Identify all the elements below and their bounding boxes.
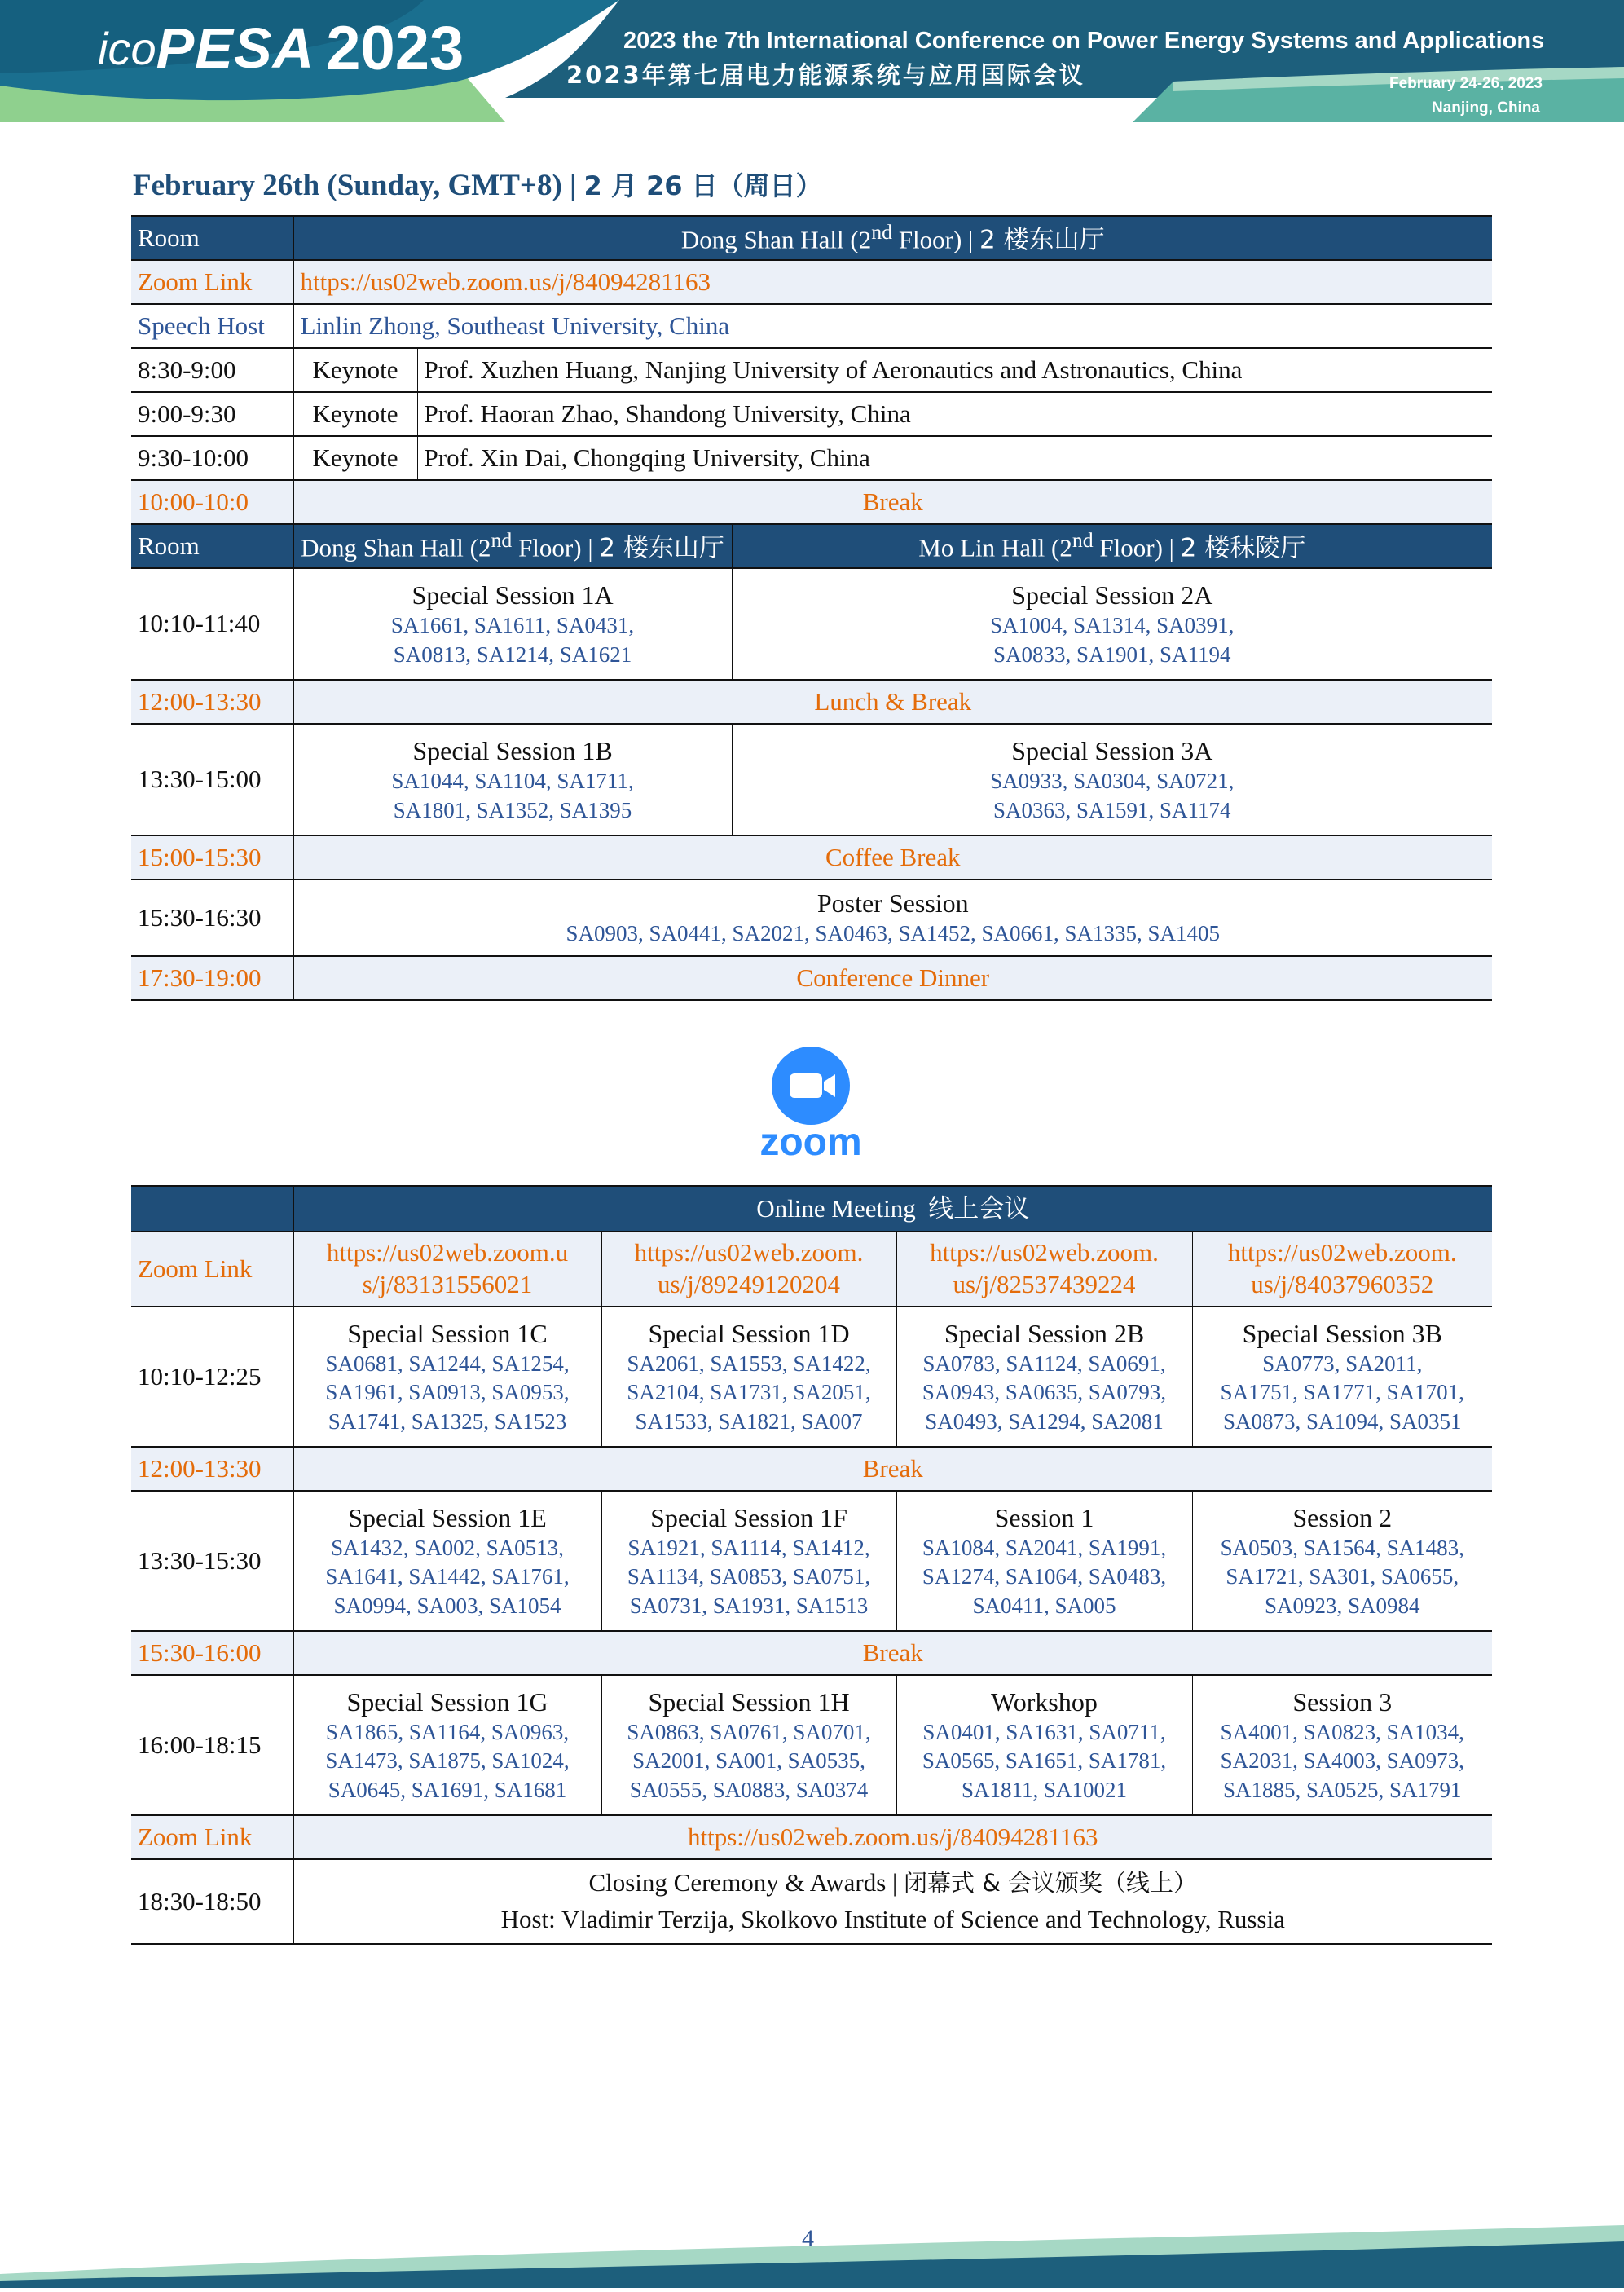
coffee-break-label: Coffee Break bbox=[293, 835, 1492, 879]
online-zoom-links-row bbox=[131, 1232, 1492, 1307]
session-cell bbox=[896, 1675, 1192, 1815]
room-b-sup: nd bbox=[1072, 528, 1094, 553]
room-main bbox=[293, 216, 1492, 260]
logo-name: PESA bbox=[156, 16, 315, 80]
session-title: Special Session 1E bbox=[348, 1502, 547, 1532]
lunch-label: Lunch & Break bbox=[293, 680, 1492, 724]
room-main-pre: Dong Shan Hall (2 bbox=[680, 225, 872, 254]
session-codes: SA0401, SA1631, SA0711, bbox=[922, 1719, 1166, 1744]
zoom-link[interactable]: https://us02web.zoom.us/j/84094281163 bbox=[293, 1815, 1492, 1859]
slot-time: 13:30-15:30 bbox=[131, 1491, 293, 1631]
lunch-row bbox=[131, 680, 1492, 724]
session-title: Special Session 1D bbox=[648, 1318, 850, 1348]
session-title: Session 1 bbox=[994, 1502, 1094, 1532]
session-title: Special Session 3B bbox=[1242, 1318, 1442, 1348]
slot-time: 10:10-12:25 bbox=[131, 1307, 293, 1447]
session-codes: SA1134, SA0853, SA0751, bbox=[627, 1564, 871, 1589]
closing-ceremony-row bbox=[131, 1859, 1492, 1944]
closing-host: Host: Vladimir Terzija, Skolkovo Institute of Science and Technology, Russia bbox=[500, 1905, 1285, 1933]
poster-session-row bbox=[131, 879, 1492, 956]
zoom-link[interactable] bbox=[601, 1232, 896, 1307]
break-label: Break bbox=[293, 1447, 1492, 1491]
room-b bbox=[732, 524, 1492, 568]
session-codes: SA1801, SA1352, SA1395 bbox=[393, 797, 632, 822]
session-codes: SA1661, SA1611, SA0431, bbox=[390, 612, 635, 637]
session-codes: SA0833, SA1901, SA1194 bbox=[992, 641, 1231, 667]
break-time: 15:30-16:00 bbox=[131, 1631, 293, 1675]
dinner-label: Conference Dinner bbox=[293, 956, 1492, 1000]
room-b-zh: 2 楼秣陵厅 bbox=[1180, 533, 1306, 563]
break-label: Break bbox=[293, 1631, 1492, 1675]
session-slot-row bbox=[131, 568, 1492, 680]
session-codes: SA4001, SA0823, SA1034, bbox=[1220, 1719, 1464, 1744]
session-title: Session 2 bbox=[1292, 1502, 1393, 1532]
zoom-link[interactable] bbox=[293, 1232, 601, 1307]
session-title: Special Session 2B bbox=[944, 1318, 1145, 1348]
session-codes: SA0681, SA1244, SA1254, bbox=[325, 1351, 570, 1376]
session-codes: SA0923, SA0984 bbox=[1264, 1593, 1420, 1618]
closing-time: 18:30-18:50 bbox=[131, 1859, 293, 1944]
session-codes: SA2061, SA1553, SA1422, bbox=[627, 1351, 871, 1376]
session-codes: SA1741, SA1325, SA1523 bbox=[328, 1408, 567, 1434]
session-cell bbox=[896, 1491, 1192, 1631]
zoom-link-line2[interactable]: us/j/82537439224 bbox=[953, 1270, 1136, 1298]
session-codes: SA1641, SA1442, SA1761, bbox=[325, 1564, 570, 1589]
poster-title: Poster Session bbox=[816, 888, 969, 919]
day-title bbox=[133, 165, 822, 203]
conference-logo bbox=[98, 11, 464, 85]
session-title: Special Session 1B bbox=[412, 735, 613, 765]
speech-host-row bbox=[131, 304, 1492, 348]
slot-time: 13:30-15:00 bbox=[131, 724, 293, 835]
online-header bbox=[293, 1186, 1492, 1232]
logo-year: 2023 bbox=[326, 13, 464, 83]
onsite-schedule-table bbox=[131, 215, 1492, 1001]
keynote-row bbox=[131, 436, 1492, 480]
session-codes: SA2031, SA4003, SA0973, bbox=[1220, 1748, 1464, 1774]
zoom-link[interactable]: https://us02web.zoom.us/j/84094281163 bbox=[293, 260, 1492, 304]
session-codes: SA0813, SA1214, SA1621 bbox=[393, 641, 632, 667]
session-codes: SA1084, SA2041, SA1991, bbox=[922, 1535, 1167, 1560]
room-main-post: Floor) | bbox=[892, 225, 980, 254]
break-time: 12:00-13:30 bbox=[131, 1447, 293, 1491]
parallel-room-header-row bbox=[131, 524, 1492, 568]
room-label: Room bbox=[131, 216, 293, 260]
zoom-logo bbox=[746, 1045, 876, 1164]
session-codes: SA1811, SA10021 bbox=[961, 1777, 1128, 1802]
session-codes: SA1004, SA1314, SA0391, bbox=[990, 612, 1235, 637]
zoom-link-label: Zoom Link bbox=[131, 1232, 293, 1307]
poster-cell bbox=[293, 879, 1492, 956]
session-cell bbox=[601, 1675, 896, 1815]
session-codes: SA0411, SA005 bbox=[972, 1593, 1116, 1618]
room-a-sup: nd bbox=[491, 528, 513, 553]
session-codes: SA1533, SA1821, SA007 bbox=[635, 1408, 863, 1434]
session-codes: SA1044, SA1104, SA1711, bbox=[391, 768, 634, 793]
session-codes: SA1885, SA0525, SA1791 bbox=[1222, 1777, 1462, 1802]
session-cell bbox=[896, 1307, 1192, 1447]
closing-title-zh: 闭幕式 & 会议颁奖（线上） bbox=[903, 1869, 1198, 1898]
keynote-row bbox=[131, 392, 1492, 436]
session-codes: SA0493, SA1294, SA2081 bbox=[925, 1408, 1164, 1434]
session-cell bbox=[1192, 1491, 1492, 1631]
session-codes: SA1473, SA1875, SA1024, bbox=[325, 1748, 570, 1774]
online-session-slot-row bbox=[131, 1307, 1492, 1447]
zoom-link-line2[interactable]: s/j/83131556021 bbox=[362, 1270, 533, 1298]
zoom-link-line1[interactable]: https://us02web.zoom.u bbox=[326, 1238, 569, 1267]
session-title: Special Session 1H bbox=[648, 1686, 850, 1717]
session-cell bbox=[293, 1307, 601, 1447]
session-cell bbox=[1192, 1675, 1492, 1815]
day-title-zh: 2 月 26 日（周日） bbox=[583, 170, 822, 201]
room-b-pre: Mo Lin Hall (2 bbox=[918, 533, 1072, 562]
closing-title-en: Closing Ceremony & Awards | bbox=[588, 1868, 904, 1898]
session-cell bbox=[1192, 1307, 1492, 1447]
session-codes: SA1721, SA301, SA0655, bbox=[1226, 1564, 1459, 1589]
online-header-en: Online Meeting bbox=[756, 1193, 916, 1223]
session-cell bbox=[601, 1307, 896, 1447]
coffee-break-time: 15:00-15:30 bbox=[131, 835, 293, 879]
online-session-slot-row bbox=[131, 1675, 1492, 1815]
session-codes: SA2001, SA001, SA0535, bbox=[632, 1748, 865, 1774]
session-codes: SA0863, SA0761, SA0701, bbox=[627, 1719, 871, 1744]
keynote-row bbox=[131, 348, 1492, 392]
session-cell bbox=[293, 568, 732, 680]
slot-time: 10:10-11:40 bbox=[131, 568, 293, 680]
day-title-en: February 26th (Sunday, GMT+8) | bbox=[133, 169, 584, 202]
break-row bbox=[131, 1447, 1492, 1491]
session-codes: SA0933, SA0304, SA0721, bbox=[990, 768, 1235, 793]
keynote-type: Keynote bbox=[293, 392, 417, 436]
session-title: Special Session 1F bbox=[650, 1502, 847, 1532]
keynote-type: Keynote bbox=[293, 348, 417, 392]
session-cell bbox=[601, 1491, 896, 1631]
keynote-speaker: Prof. Xin Dai, Chongqing University, China bbox=[417, 436, 1492, 480]
session-title: Special Session 3A bbox=[1011, 735, 1213, 765]
keynote-time: 9:00-9:30 bbox=[131, 392, 293, 436]
room-header-row bbox=[131, 216, 1492, 260]
keynote-type: Keynote bbox=[293, 436, 417, 480]
session-cell bbox=[293, 1491, 601, 1631]
session-title: Workshop bbox=[991, 1686, 1098, 1717]
session-slot-row bbox=[131, 724, 1492, 835]
break-row bbox=[131, 1631, 1492, 1675]
zoom-link[interactable] bbox=[896, 1232, 1192, 1307]
session-codes: SA0565, SA1651, SA1781, bbox=[922, 1748, 1167, 1774]
coffee-break-row bbox=[131, 835, 1492, 879]
session-codes: SA0783, SA1124, SA0691, bbox=[922, 1351, 1166, 1376]
zoom-link-line1[interactable]: https://us02web.zoom. bbox=[634, 1238, 864, 1267]
zoom-link[interactable] bbox=[1192, 1232, 1492, 1307]
session-codes: SA1751, SA1771, SA1701, bbox=[1220, 1380, 1464, 1405]
session-title: Special Session 1A bbox=[412, 580, 614, 610]
session-codes: SA1961, SA0913, SA0953, bbox=[325, 1380, 570, 1405]
speech-host: Linlin Zhong, Southeast University, China bbox=[293, 304, 1492, 348]
keynote-speaker: Prof. Haoran Zhao, Shandong University, China bbox=[417, 392, 1492, 436]
break-label: Break bbox=[293, 480, 1492, 524]
zoom-link-line1[interactable]: https://us02web.zoom. bbox=[1227, 1238, 1457, 1267]
lunch-time: 12:00-13:30 bbox=[131, 680, 293, 724]
zoom-link-label: Zoom Link bbox=[131, 1815, 293, 1859]
session-codes: SA0363, SA1591, SA1174 bbox=[992, 797, 1231, 822]
session-title: Special Session 1C bbox=[347, 1318, 548, 1348]
session-codes: SA0773, SA2011, bbox=[1262, 1351, 1423, 1376]
session-codes: SA0943, SA0635, SA0793, bbox=[922, 1380, 1167, 1405]
room-a bbox=[293, 524, 732, 568]
closing-zoom-link-row bbox=[131, 1815, 1492, 1859]
page-number: 4 bbox=[802, 2225, 814, 2252]
slot-time: 16:00-18:15 bbox=[131, 1675, 293, 1815]
keynote-time: 8:30-9:00 bbox=[131, 348, 293, 392]
header-banner bbox=[0, 0, 1624, 122]
session-title: Special Session 1G bbox=[346, 1686, 548, 1717]
zoom-link-line2[interactable]: us/j/84037960352 bbox=[1251, 1270, 1434, 1298]
session-codes: SA2104, SA1731, SA2051, bbox=[627, 1380, 871, 1405]
online-header-blank bbox=[131, 1186, 293, 1232]
session-codes: SA0555, SA0883, SA0374 bbox=[629, 1777, 869, 1802]
room-main-sup: nd bbox=[871, 220, 893, 245]
session-cell bbox=[293, 724, 732, 835]
zoom-link-row bbox=[131, 260, 1492, 304]
online-header-zh: 线上会议 bbox=[928, 1193, 1030, 1223]
session-codes: SA1274, SA1064, SA0483, bbox=[922, 1564, 1167, 1589]
room-a-post: Floor) | bbox=[512, 533, 600, 562]
keynote-time: 9:30-10:00 bbox=[131, 436, 293, 480]
zoom-link-line1[interactable]: https://us02web.zoom. bbox=[930, 1238, 1159, 1267]
session-codes: SA1432, SA002, SA0513, bbox=[331, 1535, 564, 1560]
room-a-pre: Dong Shan Hall (2 bbox=[301, 533, 491, 562]
poster-codes: SA0903, SA0441, SA2021, SA0463, SA1452, SA0661, SA1335, SA1405 bbox=[566, 921, 1221, 946]
session-cell bbox=[732, 568, 1492, 680]
conference-title-zh: 2023年第七届电力能源系统与应用国际会议 bbox=[566, 61, 1085, 89]
session-title: Special Session 2A bbox=[1011, 580, 1213, 610]
session-cell bbox=[293, 1675, 601, 1815]
break-time: 10:00-10:0 bbox=[131, 480, 293, 524]
closing-title bbox=[301, 1867, 1486, 1899]
session-codes: SA1865, SA1164, SA0963, bbox=[325, 1719, 570, 1744]
zoom-wordmark: zoom bbox=[759, 1121, 862, 1164]
dinner-row bbox=[131, 956, 1492, 1000]
speech-host-label: Speech Host bbox=[131, 304, 293, 348]
room-main-zh: 2 楼东山厅 bbox=[979, 225, 1105, 255]
zoom-link-line2[interactable]: us/j/89249120204 bbox=[658, 1270, 840, 1298]
conference-location: Nanjing, China bbox=[1432, 99, 1540, 117]
online-schedule-table bbox=[131, 1185, 1492, 1945]
session-codes: SA0873, SA1094, SA0351 bbox=[1222, 1408, 1462, 1434]
zoom-link-label: Zoom Link bbox=[131, 260, 293, 304]
logo-prefix: ico bbox=[98, 22, 156, 74]
session-codes: SA0731, SA1931, SA1513 bbox=[629, 1593, 869, 1618]
session-cell bbox=[732, 724, 1492, 835]
keynote-speaker: Prof. Xuzhen Huang, Nanjing University of Aeronautics and Astronautics, China bbox=[417, 348, 1492, 392]
online-session-slot-row bbox=[131, 1491, 1492, 1631]
room-label: Room bbox=[131, 524, 293, 568]
session-title: Session 3 bbox=[1292, 1686, 1393, 1717]
poster-time: 15:30-16:30 bbox=[131, 879, 293, 956]
dinner-time: 17:30-19:00 bbox=[131, 956, 293, 1000]
session-codes: SA0503, SA1564, SA1483, bbox=[1220, 1535, 1464, 1560]
conference-title-en: 2023 the 7th International Conference on Power Energy Systems and Applications bbox=[623, 28, 1545, 54]
session-codes: SA0645, SA1691, SA1681 bbox=[328, 1777, 567, 1802]
session-codes: SA1921, SA1114, SA1412, bbox=[627, 1535, 870, 1560]
session-codes: SA0994, SA003, SA1054 bbox=[333, 1593, 561, 1618]
room-a-zh: 2 楼东山厅 bbox=[599, 533, 724, 563]
room-b-post: Floor) | bbox=[1093, 533, 1181, 562]
closing-cell bbox=[293, 1859, 1492, 1944]
break-row bbox=[131, 480, 1492, 524]
online-header-row bbox=[131, 1186, 1492, 1232]
conference-dates: February 24-26, 2023 bbox=[1389, 75, 1543, 92]
